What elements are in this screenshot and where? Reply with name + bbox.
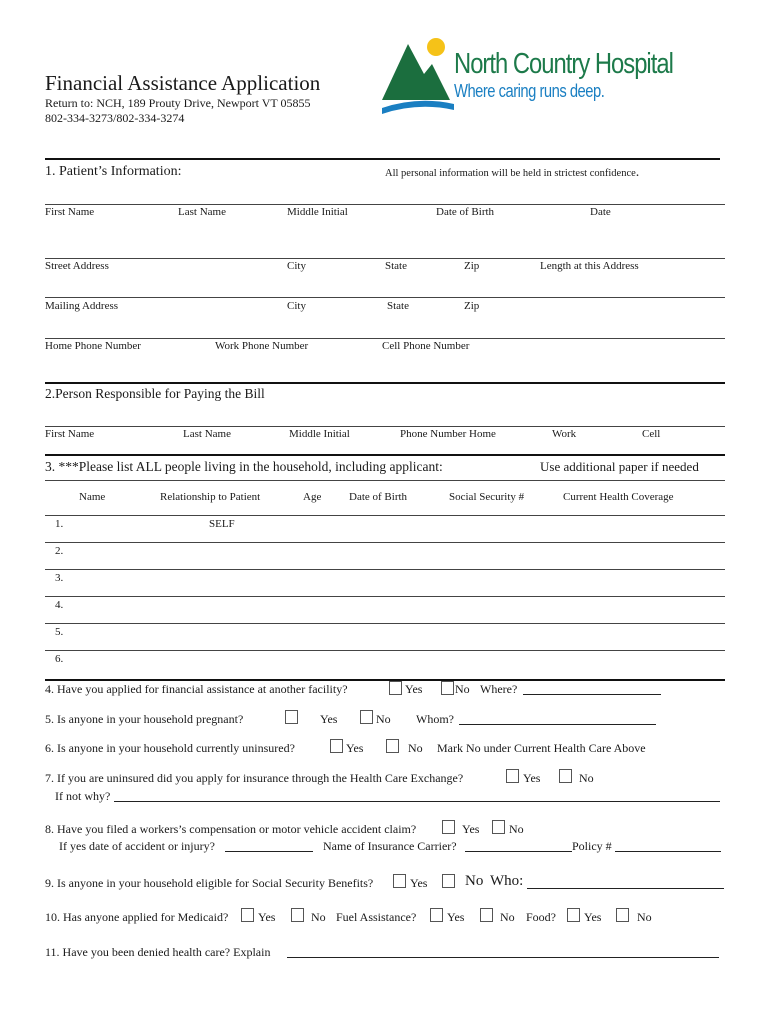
resp-cell-label: Cell	[642, 428, 661, 440]
q8-no-checkbox[interactable]	[492, 820, 505, 834]
q10-food-no-label: No	[637, 910, 652, 924]
form-title: Financial Assistance Application	[45, 71, 321, 95]
q8-policy-field[interactable]	[615, 839, 721, 852]
household-row6-top	[45, 650, 725, 651]
work-phone-label: Work Phone Number	[215, 340, 309, 352]
col-name: Name	[79, 491, 106, 503]
q8-text: 8. Have you filed a workers’s compensation or motor vehicle accident claim?	[45, 822, 417, 836]
q9-yes-label: Yes	[410, 876, 428, 890]
patient-middle-initial-label: Middle Initial	[287, 206, 348, 218]
household-row-number: 2.	[55, 545, 64, 557]
q10-text: 10. Has anyone applied for Medicaid?	[45, 910, 229, 924]
q7-yes-label: Yes	[523, 771, 541, 785]
q10-fuel-no-label: No	[500, 910, 515, 924]
home-phone-label: Home Phone Number	[45, 340, 141, 352]
q7-no-checkbox[interactable]	[559, 769, 572, 783]
q7-text: 7. If you are uninsured did you apply for insurance through the Health Care Exchange?	[45, 771, 464, 785]
additional-paper-note: Use additional paper if needed	[540, 459, 699, 474]
household-row-number: 5.	[55, 626, 64, 638]
q7-why-field[interactable]	[114, 789, 720, 802]
hospital-logo	[378, 34, 678, 120]
q4-yes-label: Yes	[405, 682, 423, 696]
questions-top-rule	[45, 679, 725, 681]
q10-food-no-checkbox[interactable]	[616, 908, 629, 922]
col-dob: Date of Birth	[349, 491, 408, 503]
q4-no-label: No	[455, 682, 470, 696]
q6-yes-checkbox[interactable]	[330, 739, 343, 753]
q7-no-label: No	[579, 771, 594, 785]
q8-policy-label: Policy #	[572, 839, 612, 853]
section1-heading: 1. Patient’s Information:	[45, 164, 182, 179]
q5-whom-field[interactable]	[459, 712, 656, 725]
q10-medicaid-no-label: No	[311, 910, 326, 924]
resp-first-name-label: First Name	[45, 428, 95, 440]
q8-carrier-label: Name of Insurance Carrier?	[323, 839, 457, 853]
q9-yes-checkbox[interactable]	[393, 874, 406, 888]
mountain-sun-icon	[378, 34, 458, 120]
col-ssn: Social Security #	[449, 491, 525, 503]
cell-phone-label: Cell Phone Number	[382, 340, 470, 352]
resp-last-name-label: Last Name	[183, 428, 231, 440]
q9-who-field[interactable]	[527, 874, 724, 889]
patient-row2-line	[45, 258, 725, 259]
q10-medicaid-yes-checkbox[interactable]	[241, 908, 254, 922]
household-row2-top	[45, 542, 725, 543]
section2-heading: 2.Person Responsible for Paying the Bill	[45, 386, 265, 401]
q8-date-field[interactable]	[225, 839, 313, 852]
length-at-address-label: Length at this Address	[540, 260, 639, 272]
patient-row1-line	[45, 204, 725, 205]
q9-text: 9. Is anyone in your household eligible for Social Security Benefits?	[45, 876, 374, 890]
patient-dob-label: Date of Birth	[436, 206, 495, 218]
self-label: SELF	[209, 518, 235, 530]
street-address-label: Street Address	[45, 260, 109, 272]
household-header-top-line	[45, 480, 725, 481]
q4-no-checkbox[interactable]	[441, 681, 454, 695]
household-row-number: 6.	[55, 653, 64, 665]
q5-no-label: No	[376, 712, 391, 726]
section3-heading: 3. ***Please list ALL people living in the household, including applicant:	[45, 459, 443, 474]
logo-name: North Country Hospital	[454, 48, 673, 80]
zip-label: Zip	[464, 260, 480, 272]
q10-food-yes-checkbox[interactable]	[567, 908, 580, 922]
household-row-number: 4.	[55, 599, 64, 611]
col-relationship: Relationship to Patient	[160, 491, 261, 503]
household-row3-top	[45, 569, 725, 570]
logo-tagline: Where caring runs deep.	[454, 81, 605, 101]
mailing-city-label: City	[287, 300, 306, 312]
patient-date-label: Date	[590, 206, 611, 218]
section3-top-rule	[45, 454, 725, 456]
city-label: City	[287, 260, 306, 272]
q10-fuel-yes-label: Yes	[447, 910, 465, 924]
q4-yes-checkbox[interactable]	[389, 681, 402, 695]
q4-where-label: Where?	[480, 682, 518, 696]
resp-middle-initial-label: Middle Initial	[289, 428, 350, 440]
contact-phones: 802-334-3273/802-334-3274	[45, 111, 185, 125]
q7-why-label: If not why?	[55, 789, 111, 803]
household-row-number: 1.	[55, 518, 64, 530]
patient-row3-line	[45, 297, 725, 298]
q10-fuel-label: Fuel Assistance?	[336, 910, 417, 924]
q5-no-checkbox[interactable]	[360, 710, 373, 724]
responsible-row-line	[45, 426, 725, 427]
household-row5-top	[45, 623, 725, 624]
section1-top-rule	[45, 158, 720, 160]
mailing-address-label: Mailing Address	[45, 300, 119, 312]
q8-yes-checkbox[interactable]	[442, 820, 455, 834]
q10-food-label: Food?	[526, 910, 556, 924]
state-label: State	[385, 260, 407, 272]
q6-no-checkbox[interactable]	[386, 739, 399, 753]
patient-first-name-label: First Name	[45, 206, 95, 218]
q8-date-label: If yes date of accident or injury?	[59, 839, 215, 853]
q10-medicaid-yes-label: Yes	[258, 910, 276, 924]
q5-whom-label: Whom?	[416, 712, 454, 726]
q7-yes-checkbox[interactable]	[506, 769, 519, 783]
household-row-number: 3.	[55, 572, 64, 584]
return-address: Return to: NCH, 189 Prouty Drive, Newport VT 05855	[45, 96, 311, 110]
resp-work-label: Work	[552, 428, 577, 440]
q11-text: 11. Have you been denied health care? Explain	[45, 945, 271, 959]
household-row1-top	[45, 515, 725, 516]
patient-last-name-label: Last Name	[178, 206, 226, 218]
q8-yes-label: Yes	[462, 822, 480, 836]
q6-no-label: No	[408, 741, 423, 755]
q6-note: Mark No under Current Health Care Above	[437, 741, 646, 755]
household-row4-top	[45, 596, 725, 597]
patient-row4-line	[45, 338, 725, 339]
mailing-zip-label: Zip	[464, 300, 480, 312]
q5-yes-checkbox[interactable]	[285, 710, 298, 724]
resp-home-phone-label: Phone Number Home	[400, 428, 496, 440]
q10-fuel-no-checkbox[interactable]	[480, 908, 493, 922]
q4-where-field[interactable]	[523, 682, 661, 695]
q9-no-checkbox[interactable]	[442, 874, 455, 888]
q8-carrier-field[interactable]	[465, 839, 572, 852]
q11-explain-field[interactable]	[287, 945, 719, 958]
q10-medicaid-no-checkbox[interactable]	[291, 908, 304, 922]
q9-who-label: Who:	[490, 873, 524, 889]
q6-yes-label: Yes	[346, 741, 364, 755]
q9-no-label: No	[465, 873, 484, 889]
q6-text: 6. Is anyone in your household currently uninsured?	[45, 741, 295, 755]
mailing-state-label: State	[387, 300, 409, 312]
q8-no-label: No	[509, 822, 524, 836]
confidentiality-note: All personal information will be held in strictest confidence.	[385, 165, 640, 180]
q5-yes-label: Yes	[320, 712, 338, 726]
section2-top-rule	[45, 382, 725, 384]
q4-text: 4. Have you applied for financial assistance at another facility?	[45, 682, 348, 696]
col-age: Age	[303, 491, 322, 503]
col-coverage: Current Health Coverage	[563, 491, 674, 503]
q10-fuel-yes-checkbox[interactable]	[430, 908, 443, 922]
q5-text: 5. Is anyone in your household pregnant?	[45, 712, 244, 726]
q10-food-yes-label: Yes	[584, 910, 602, 924]
